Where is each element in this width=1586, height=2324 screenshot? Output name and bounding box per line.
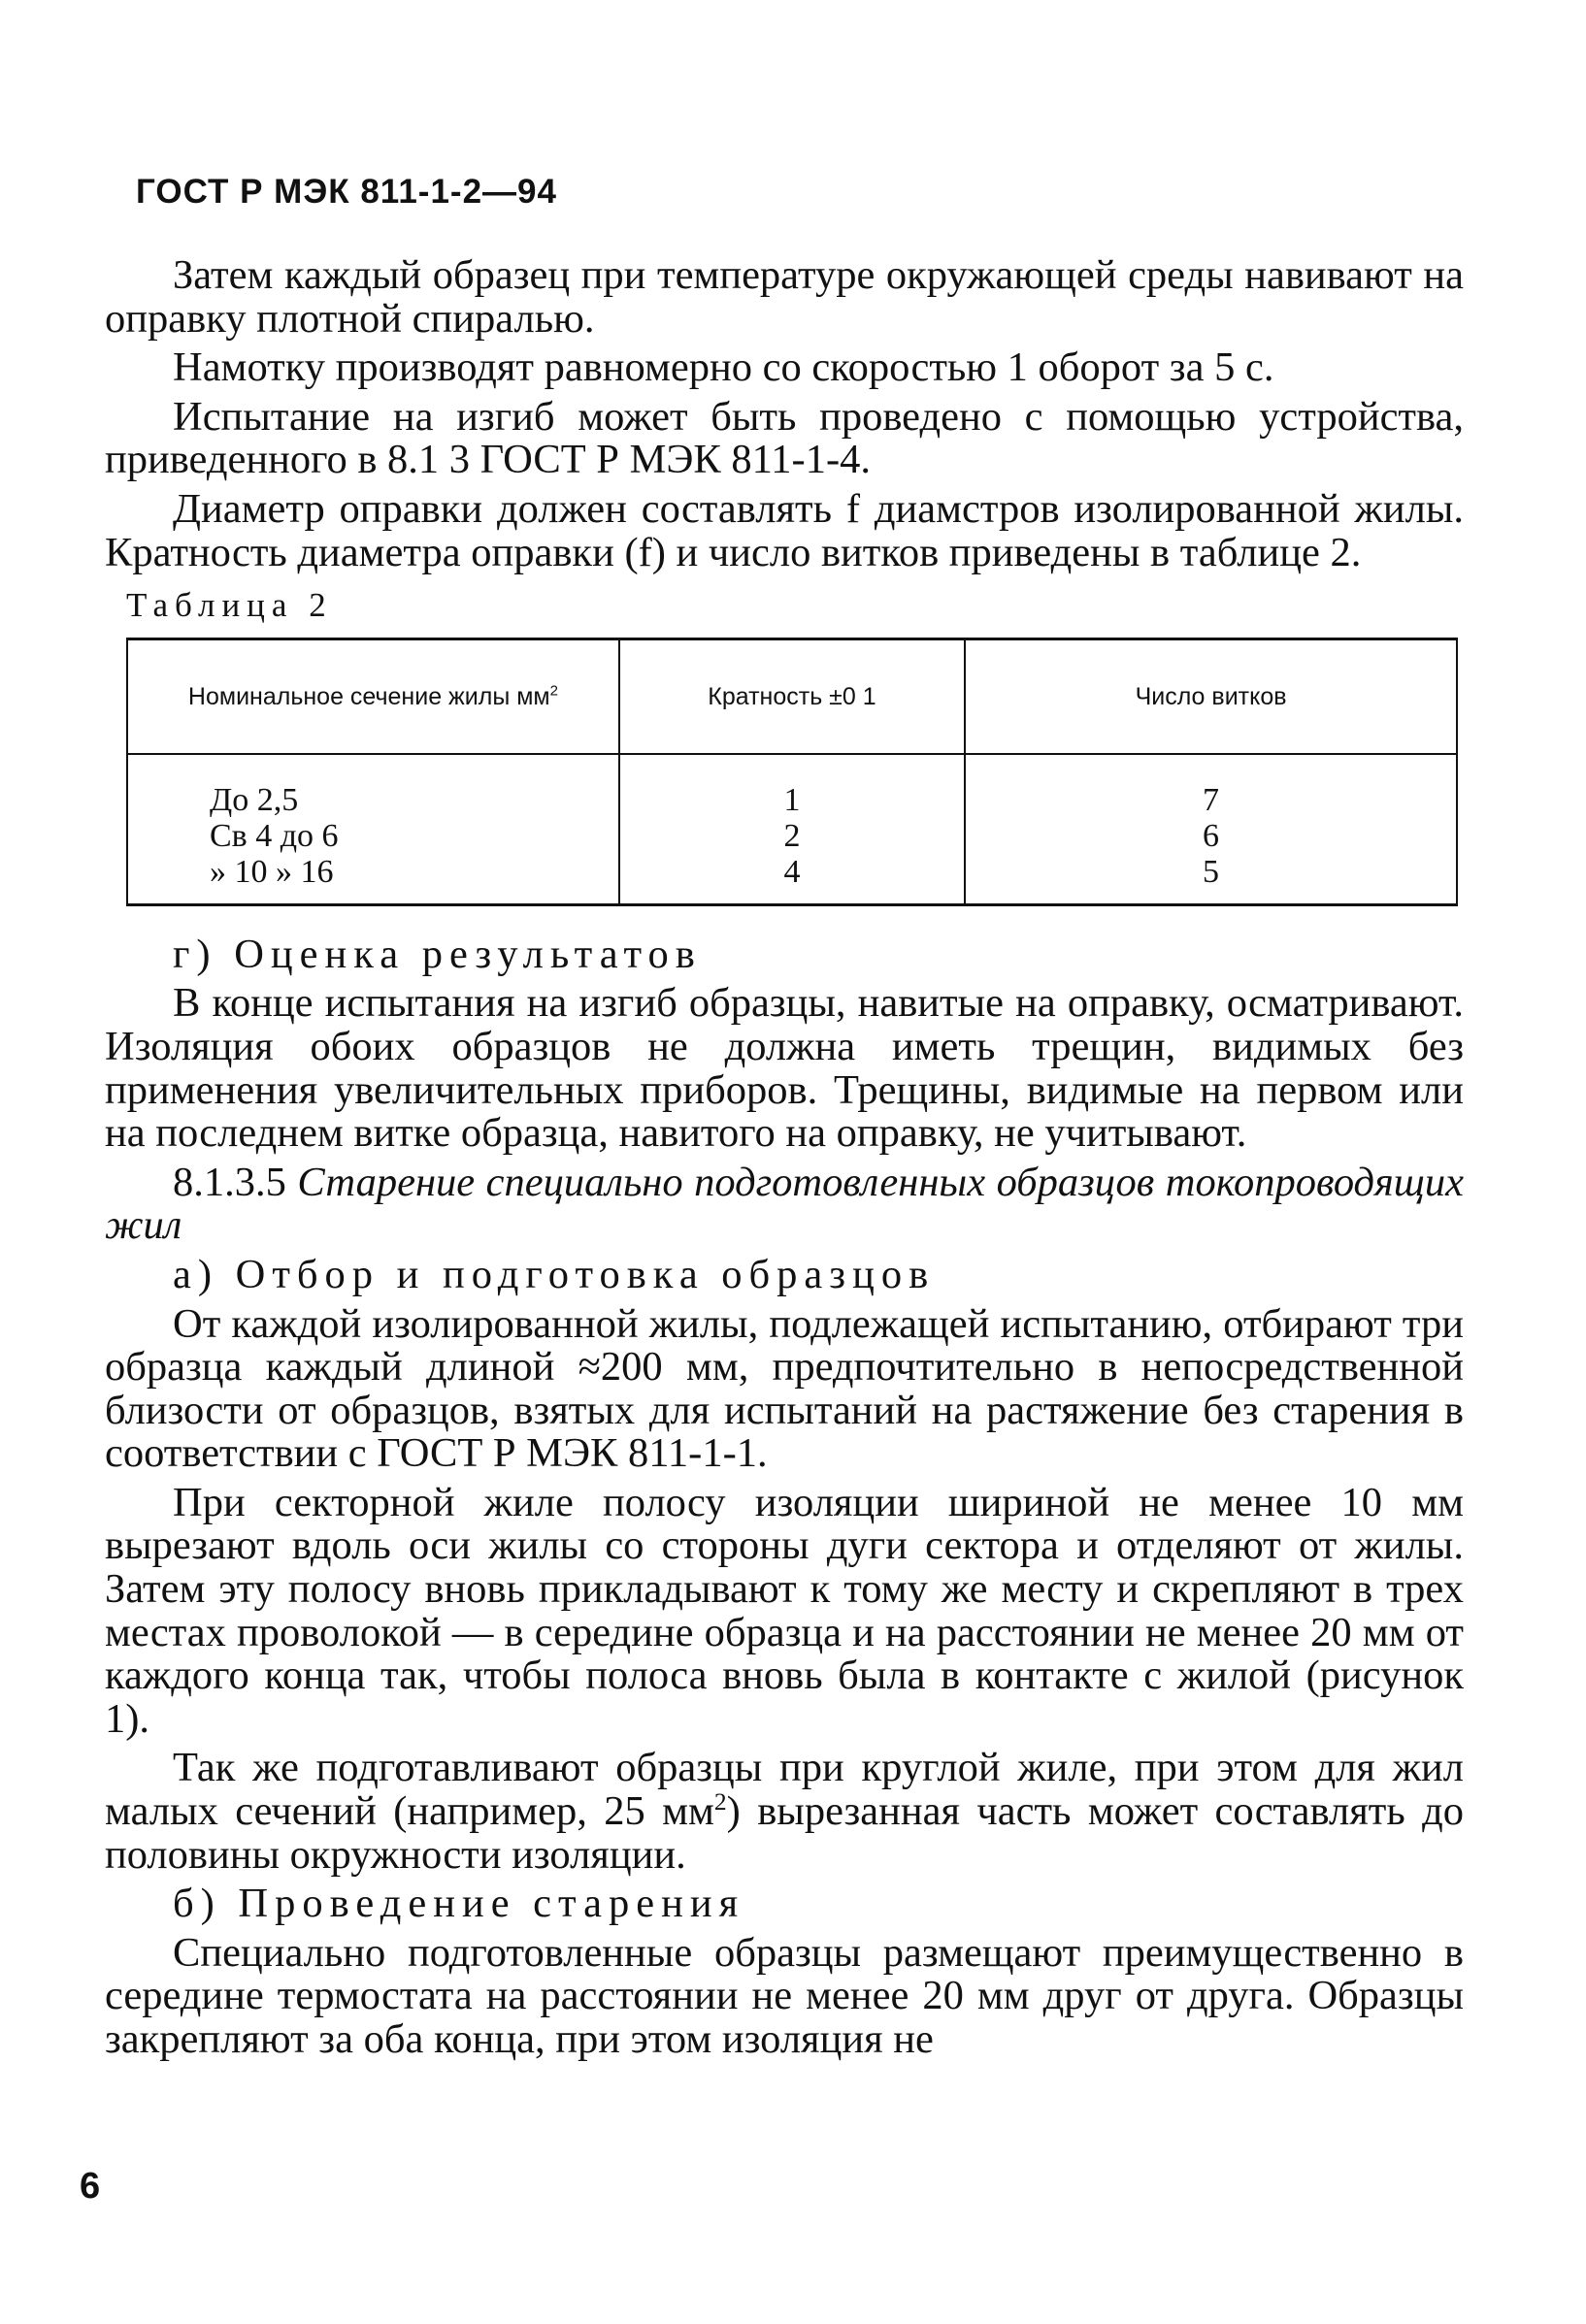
table-caption: Таблица 2: [126, 586, 333, 625]
paragraph: Диаметр оправки должен составлять f диамстров изолированной жилы. Кратность диаметра оправки (f) и число витков приведены в таблице 2.: [105, 485, 1464, 575]
table-cell: До 2,5 Св 4 до 6 » 10 » 16: [127, 754, 619, 905]
paragraph: Специально подготовленные образцы размещают преимущественно в середине термостата на расстоянии не менее 20 мм друг от друга. Образцы закрепляют за оба конца, при этом изоляция не: [105, 1929, 1464, 2062]
table-2: [126, 638, 1458, 906]
paragraph: Так же подготавливают образцы при круглой жиле, при этом для жил малых сечений (например, 25 $мм^2$) вырезанная часть может составлять до половины окружности изоляции.: [105, 1745, 1464, 1878]
document-header: ГОСТ Р МЭК 811-1-2—94: [136, 173, 557, 211]
paragraph: Затем каждый образец при температуре окружающей среды навивают на оправку плотной спиралью.: [105, 252, 1464, 342]
page-number: 6: [80, 2166, 101, 2207]
table-cell: 1 2 4: [619, 754, 965, 905]
section-heading-b: б) Проведение старения: [173, 1881, 745, 1927]
paragraph: Испытание на изгиб может быть проведено с помощью устройства, приведенного в 8.1 3 ГОСТ Р МЭК 811-1-4.: [105, 393, 1464, 483]
clause-number: 8.1.3.5: [173, 1159, 286, 1205]
table-header-row: [127, 638, 1457, 754]
paragraph: При секторной жиле полосу изоляции шириной не менее 10 мм вырезают вдоль оси жилы со стороны дуги сектора и отделяют от жилы. Затем эту полосу вновь прикладывают к тому же месту и скрепляют в трех местах проволокой — в середине образца и на расстоянии не менее 20 мм от каждого конца так, чтобы полоса вновь была в контакте с жилой (рисунок 1).: [105, 1479, 1464, 1742]
section-heading-a: а) Отбор и подготовка образцов: [173, 1251, 936, 1297]
paragraph: В конце испытания на изгиб образцы, навитые на оправку, осматривают. Изоляция обоих образцов не должна иметь трещин, видимых без применения увеличительных приборов. Трещины, видимые на первом или на последнем витке образца, навитого на оправку, не учитывают.: [105, 980, 1464, 1157]
clause-8135: [105, 1159, 1464, 1249]
column-header-multiplicity: Кратность ±0 1: [619, 638, 965, 754]
section-heading-g: г) Оценка результатов: [173, 931, 702, 977]
table-cell: 7 6 5: [965, 754, 1457, 905]
paragraph: От каждой изолированной жилы, подлежащей испытанию, отбирают три образца каждый длиной ≈200 мм, предпочтительно в непосредственной близости от образцов, взятых для испытаний на растяжение без старения в соответствии с ГОСТ Р МЭК 811-1-1.: [105, 1300, 1464, 1477]
superscript: 2: [549, 682, 558, 700]
column-header-section: Номинальное сечение жилы $мм^2$: [127, 638, 619, 754]
document-body: [105, 254, 1464, 2068]
paragraph: Намотку производят равномерно со скоростью 1 оборот за 5 с.: [173, 344, 1274, 391]
clause-title: Старение специально подготовленных образцов токопроводящих жил: [105, 1159, 1464, 1249]
table-row: [127, 754, 1457, 905]
column-header-turns: Число витков: [965, 638, 1457, 754]
superscript: 2: [713, 1786, 727, 1816]
